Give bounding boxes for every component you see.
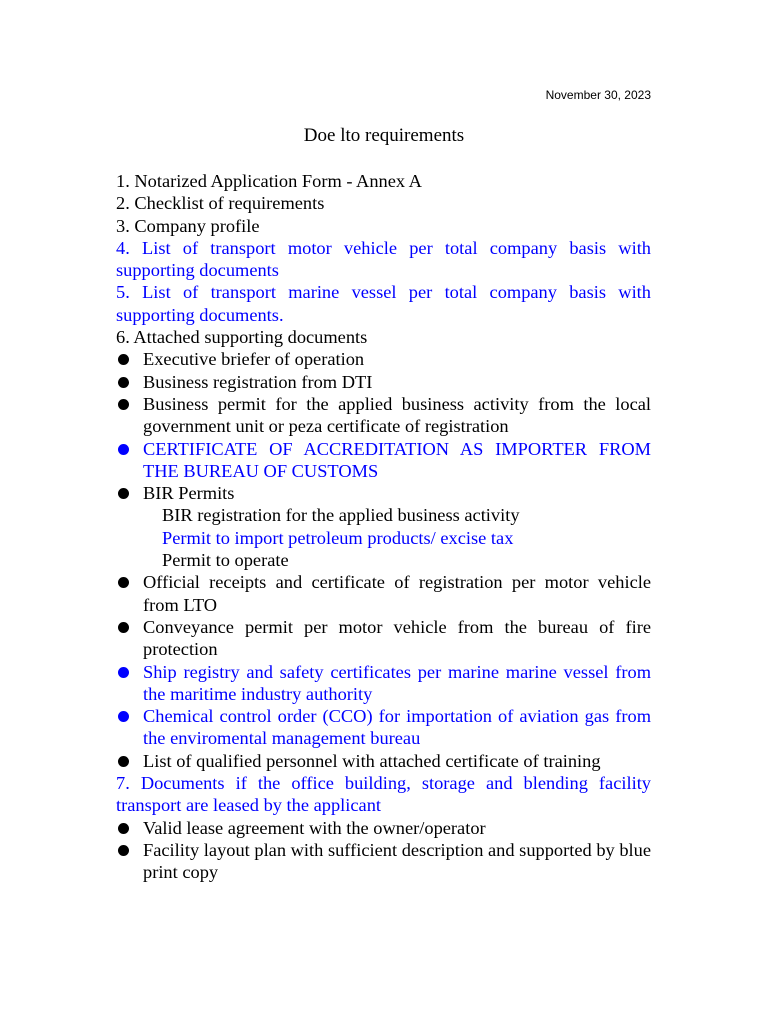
bullet-item [116,839,651,884]
bullet-icon [116,705,143,750]
bullet-item [116,482,651,504]
bullet-icon [116,616,143,661]
bullet-text: Facility layout plan with sufficient description and supported by blue print copy [143,839,651,883]
bullet-icon [116,817,143,839]
bullet-text: Valid lease agreement with the owner/operator [143,817,486,838]
bullet-item [116,348,651,370]
requirement-item-7: 7. Documents if the office building, storage and blending facility transport are leased by the applicant [116,773,651,816]
bullet-item [116,616,651,661]
bullet-icon [116,839,143,884]
requirement-item-4: 4. List of transport motor vehicle per total company basis with supporting documents [116,237,651,281]
bullet-text: Business registration from DTI [143,371,373,392]
bullet-item [116,393,651,438]
bullet-icon [116,482,143,504]
bullet-icon [116,438,143,483]
bullet-icon [116,348,143,370]
bullet-item [116,750,651,772]
bullet-text: BIR Permits [143,483,235,504]
bir-sub-item: BIR registration for the applied business activity [162,505,520,526]
document-date: November 30, 2023 [545,88,651,102]
document-title: Doe lto requirements [303,125,465,146]
bullet-icon [116,571,143,616]
bullet-text: Official receipts and certificate of registration per motor vehicle from LTO [143,572,651,615]
requirement-item-5: 5. List of transport marine vessel per total company basis with supporting documents. [116,282,651,325]
bullet-item [116,371,651,393]
bir-sub-item: Permit to operate [162,550,289,571]
requirements-list [116,170,651,884]
bullet-text: List of qualified personnel with attached certificate of training [143,750,601,771]
bullet-item [116,705,651,750]
bullet-text: Chemical control order (CCO) for importation of aviation gas from the enviromental management bureau [143,706,651,749]
bullet-text: Conveyance permit per motor vehicle from the bureau of fire protection [143,616,651,660]
bullet-text: Business permit for the applied business activity from the local government unit or peza certificate of registration [143,393,651,437]
bullet-item [116,661,651,706]
requirement-item-2: 2. Checklist of requirements [116,193,325,214]
bullet-item [116,817,651,839]
bullet-item [116,438,651,483]
bullet-icon [116,371,143,393]
requirement-item-6: 6. Attached supporting documents [116,327,368,348]
bullet-icon [116,750,143,772]
bir-sub-item: Permit to import petroleum products/ excise tax [162,527,514,548]
bullet-icon [116,393,143,438]
bullet-text: Executive briefer of operation [143,349,365,370]
bullet-icon [116,661,143,706]
bullet-text: Ship registry and safety certificates per marine marine vessel from the maritime industry authority [143,661,651,704]
requirement-item-1: 1. Notarized Application Form - Annex A [116,171,422,191]
requirement-item-3: 3. Company profile [116,215,260,236]
bullet-text: CERTIFICATE OF ACCREDITATION AS IMPORTER FROM THE BUREAU OF CUSTOMS [143,438,651,481]
bullet-item [116,571,651,616]
